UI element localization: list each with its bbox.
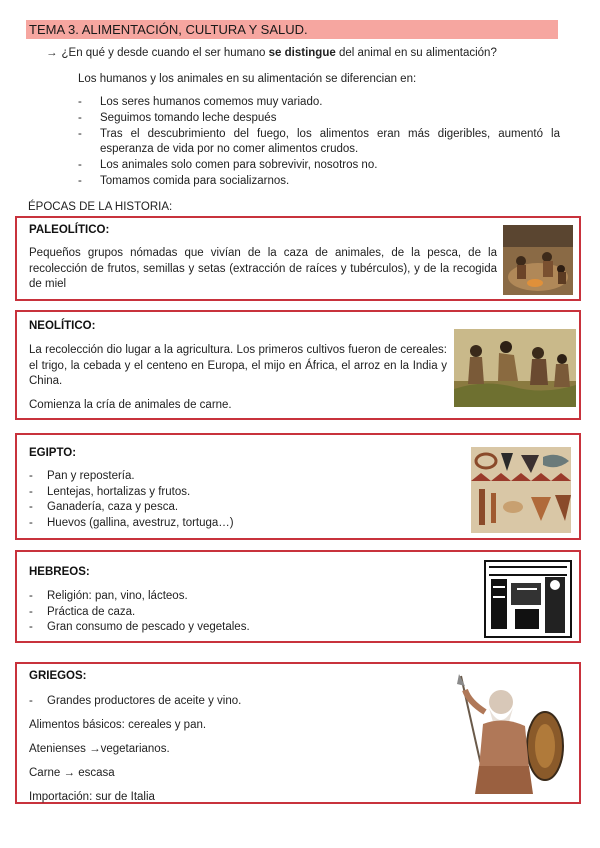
list-item: - Los seres humanos comemos muy variado. xyxy=(78,96,323,108)
neolitico-text-2: Comienza la cría de animales de carne. xyxy=(29,399,232,411)
list-item: - Práctica de caza. xyxy=(29,605,250,621)
griegos-line-2: Atenienses →vegetarianos. xyxy=(29,743,170,755)
dash-bullet: - xyxy=(29,485,33,498)
dash-bullet: - xyxy=(78,112,82,124)
griegos-line-3: Carne → escasa xyxy=(29,767,115,779)
dash-bullet: - xyxy=(29,470,33,482)
dash-bullet: - xyxy=(29,516,33,529)
griegos-box xyxy=(15,662,581,804)
griegos-line-4: Importación: sur de Italia xyxy=(29,791,155,803)
hebreos-title: HEBREOS: xyxy=(29,566,90,578)
question xyxy=(46,47,497,59)
list-item: - Lentejas, hortalizas y frutos. xyxy=(29,485,234,501)
list-item: - Gran consumo de pescado y vegetales. xyxy=(29,620,250,636)
question-text-start: ¿En qué y desde cuando el ser humano xyxy=(61,47,269,59)
arrow-right-icon: → xyxy=(46,47,58,59)
greek-warrior-image xyxy=(449,672,569,798)
dash-bullet: - xyxy=(29,590,33,602)
dash-bullet: - xyxy=(78,174,82,187)
neolitico-text-1: La recolección dio lugar a la agricultura. Los primeros cultivos fueron de cereales: el trigo, la cebada y el centeno en Europa, el mijo en África, el arroz en la India y China. xyxy=(29,344,447,387)
egipto-list xyxy=(29,469,234,531)
epochs-heading: ÉPOCAS DE LA HISTORIA: xyxy=(28,201,173,213)
dash-bullet: - xyxy=(29,605,33,618)
neolitico-box xyxy=(15,310,581,420)
paleolitico-box xyxy=(15,216,581,301)
dash-bullet: - xyxy=(29,501,33,513)
question-text-end: del animal en su alimentación? xyxy=(335,47,497,59)
griegos-line-1: Alimentos básicos: cereales y pan. xyxy=(29,719,207,731)
list-item: - Tras el descubrimiento del fuego, los alimentos eran más digeribles, aumentó la esperanza de vida por no comer alimentos crudos. xyxy=(78,128,560,155)
dash-bullet: - xyxy=(78,128,82,140)
paleolitico-title: PALEOLÍTICO: xyxy=(29,224,110,236)
intro-text: Los humanos y los animales en su alimentación se diferencian en: xyxy=(78,73,417,85)
egipto-box xyxy=(15,433,581,540)
griegos-title: GRIEGOS: xyxy=(29,670,87,682)
page-title: TEMA 3. ALIMENTACIÓN, CULTURA Y SALUD. xyxy=(26,20,558,39)
paleolitico-text: Pequeños grupos nómadas que vivían de la caza de animales, de la pesca, de la recolección de frutos, semillas y setas (extracción de raíces y tubérculos), y de la recogida de miel xyxy=(29,247,497,290)
list-item: - Huevos (gallina, avestruz, tortuga…) xyxy=(29,516,234,532)
neolitico-title: NEOLÍTICO: xyxy=(29,320,96,332)
list-item: - Grandes productores de aceite y vino. xyxy=(29,694,241,710)
hebreos-list xyxy=(29,589,250,636)
griegos-list xyxy=(29,694,241,710)
farmers-image xyxy=(454,329,576,407)
cave-people-image xyxy=(503,225,573,295)
hebreos-box xyxy=(15,550,581,643)
list-item: - Tomamos comida para socializarnos. xyxy=(78,174,290,187)
dash-bullet: - xyxy=(29,621,33,633)
list-item: - Pan y repostería. xyxy=(29,469,234,485)
list-item: - Ganadería, caza y pesca. xyxy=(29,500,234,516)
question-bold: se distingue xyxy=(268,47,336,59)
list-item: - Los animales solo comen para sobrevivir, nosotros no. xyxy=(78,158,378,171)
dash-bullet: - xyxy=(29,695,33,707)
egyptian-food-image xyxy=(471,447,571,533)
hebrew-scene-image xyxy=(481,557,575,641)
egipto-title: EGIPTO: xyxy=(29,447,77,459)
dash-bullet: - xyxy=(78,96,82,108)
differences-list xyxy=(78,95,560,190)
dash-bullet: - xyxy=(78,158,82,171)
list-item: - Religión: pan, vino, lácteos. xyxy=(29,589,250,605)
list-item: - Seguimos tomando leche después xyxy=(78,112,277,124)
